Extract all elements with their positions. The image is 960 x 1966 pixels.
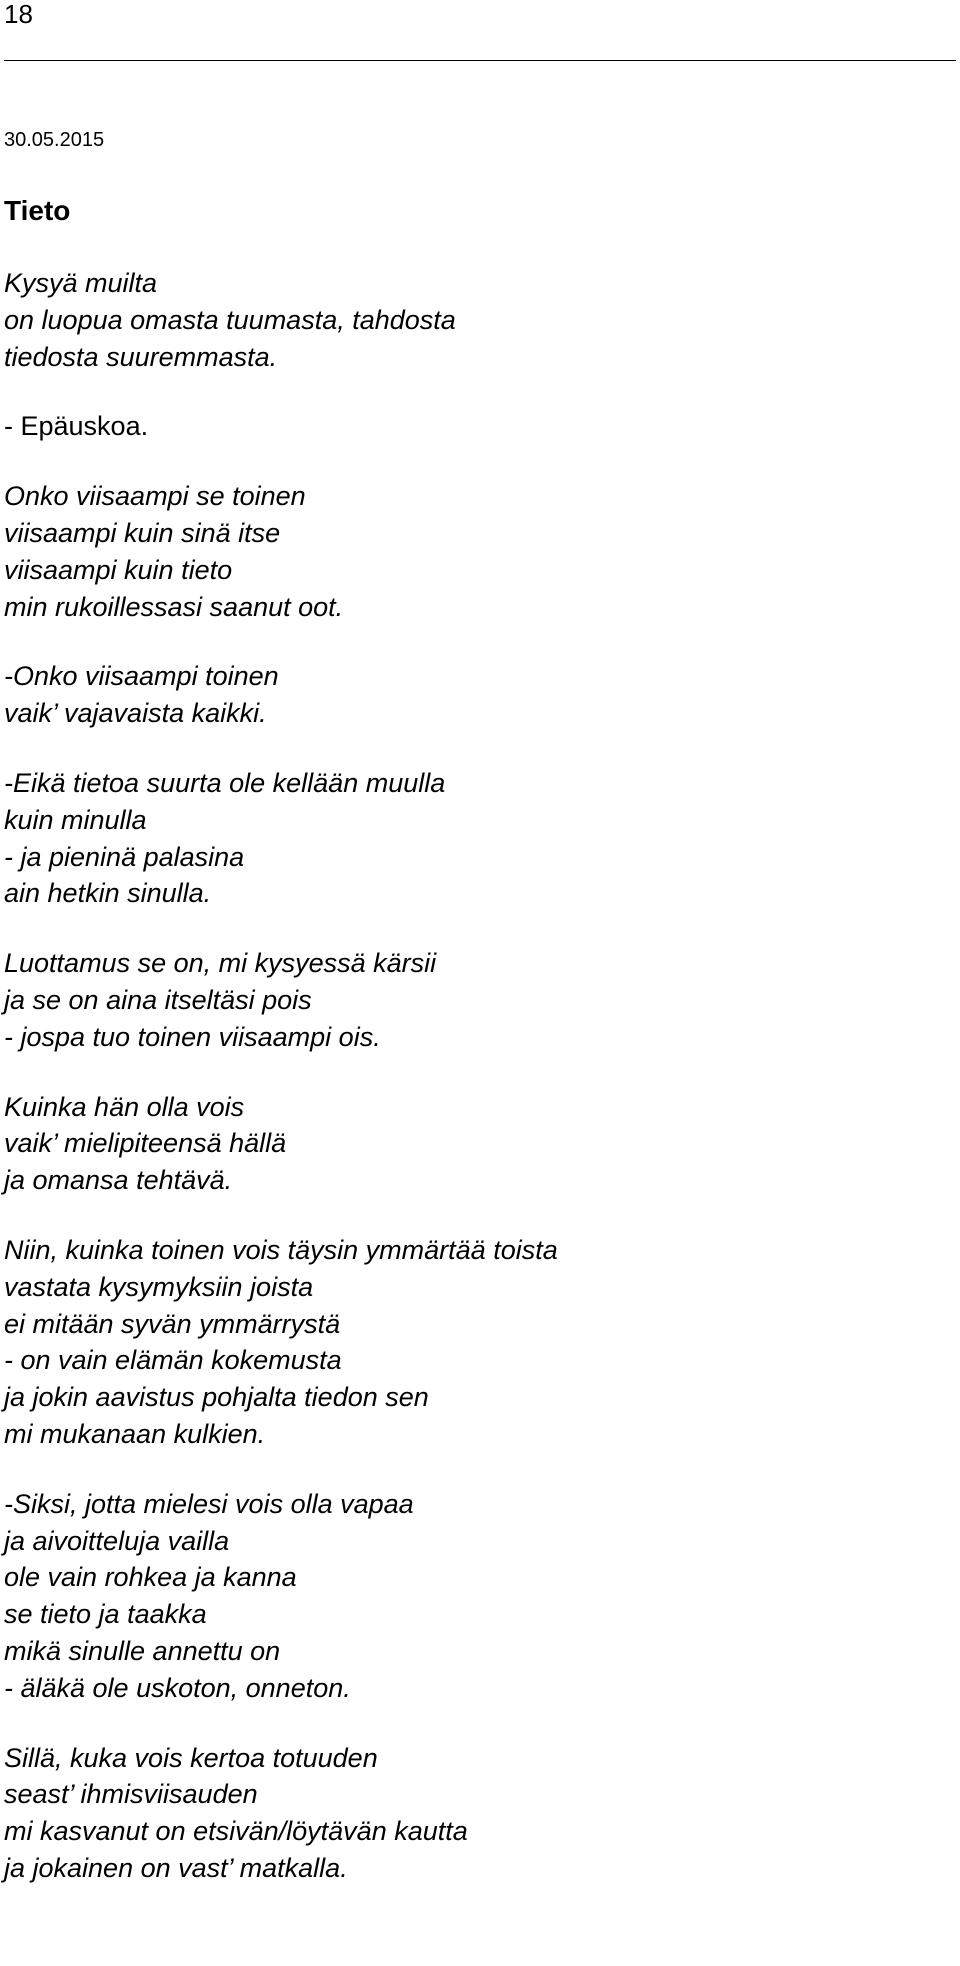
- poem-line: Kuinka hän olla vois: [4, 1091, 245, 1122]
- stanza: [4, 1089, 954, 1199]
- poem-line: min rukoillessasi saanut oot.: [4, 591, 344, 622]
- poem-line: ja aivoitteluja vailla: [4, 1525, 230, 1556]
- poem-line: Kysyä muilta: [4, 268, 158, 298]
- poem-line: seast’ ihmisviisauden: [4, 1779, 258, 1810]
- poem-line: -Eikä tietoa suurta ole kellään muulla: [4, 767, 446, 798]
- poem-line: ja jokin aavistus pohjalta tiedon sen: [4, 1382, 429, 1413]
- poem-line: mi mukanaan kulkien.: [4, 1418, 266, 1449]
- poem-line: mi kasvanut on etsivän/löytävän kautta: [4, 1816, 468, 1847]
- stanza: [4, 478, 954, 625]
- poem-line: - jospa tuo toinen viisaampi ois.: [4, 1021, 381, 1052]
- poem-line: ja jokainen on vast’ matkalla.: [4, 1852, 348, 1883]
- poem-line: - Epäuskoa.: [4, 411, 149, 442]
- poem-line: Onko viisaampi se toinen: [4, 481, 306, 512]
- poem-line: ja se on aina itseltäsi pois: [4, 984, 312, 1015]
- poem-line: -Onko viisaampi toinen: [4, 661, 279, 692]
- poem-line: vaik’ vajavaista kaikki.: [4, 698, 267, 729]
- poem-line: ole vain rohkea ja kanna: [4, 1562, 297, 1593]
- stanza: [4, 1740, 954, 1887]
- poem-line: -Siksi, jotta mielesi vois olla vapaa: [4, 1488, 414, 1519]
- poem-line: tiedosta suuremmasta.: [4, 341, 278, 372]
- poem-line: on luopua omasta tuumasta, tahdosta: [4, 304, 456, 335]
- poem-body: [4, 265, 954, 1920]
- poem-line: ain hetkin sinulla.: [4, 878, 212, 909]
- stanza: [4, 765, 954, 912]
- poem-line: se tieto ja taakka: [4, 1599, 207, 1630]
- poem-line: - ja pieninä palasina: [4, 841, 245, 872]
- page-number: 18: [4, 0, 33, 29]
- poem-line: mikä sinulle annettu on: [4, 1635, 281, 1666]
- poem-title: Tieto: [4, 195, 71, 226]
- poem-line: viisaampi kuin sinä itse: [4, 517, 281, 548]
- poem-date: 30.05.2015: [4, 129, 105, 151]
- stanza: [4, 945, 954, 1055]
- poem-line: viisaampi kuin tieto: [4, 554, 233, 585]
- poem-line: ja omansa tehtävä.: [4, 1165, 233, 1196]
- poem-line: Sillä, kuka vois kertoa totuuden: [4, 1742, 378, 1773]
- poem-line: - äläkä ole uskoton, onneton.: [4, 1672, 351, 1703]
- stanza: [4, 265, 954, 375]
- poem-line: Luottamus se on, mi kysyessä kärsii: [4, 948, 437, 979]
- stanza: [4, 1486, 954, 1707]
- header-rule: [4, 60, 956, 61]
- poem-line: vaik’ mielipiteensä hällä: [4, 1128, 287, 1159]
- stanza: [4, 1232, 954, 1453]
- poem-line: - on vain elämän kokemusta: [4, 1345, 342, 1376]
- poem-line: vastata kysymyksiin joista: [4, 1271, 314, 1302]
- poem-line: Niin, kuinka toinen vois täysin ymmärtää toista: [4, 1234, 558, 1265]
- poem-line: ei mitään syvän ymmärrystä: [4, 1308, 341, 1339]
- poem-line: kuin minulla: [4, 804, 147, 835]
- stanza: [4, 408, 954, 445]
- stanza: [4, 658, 954, 732]
